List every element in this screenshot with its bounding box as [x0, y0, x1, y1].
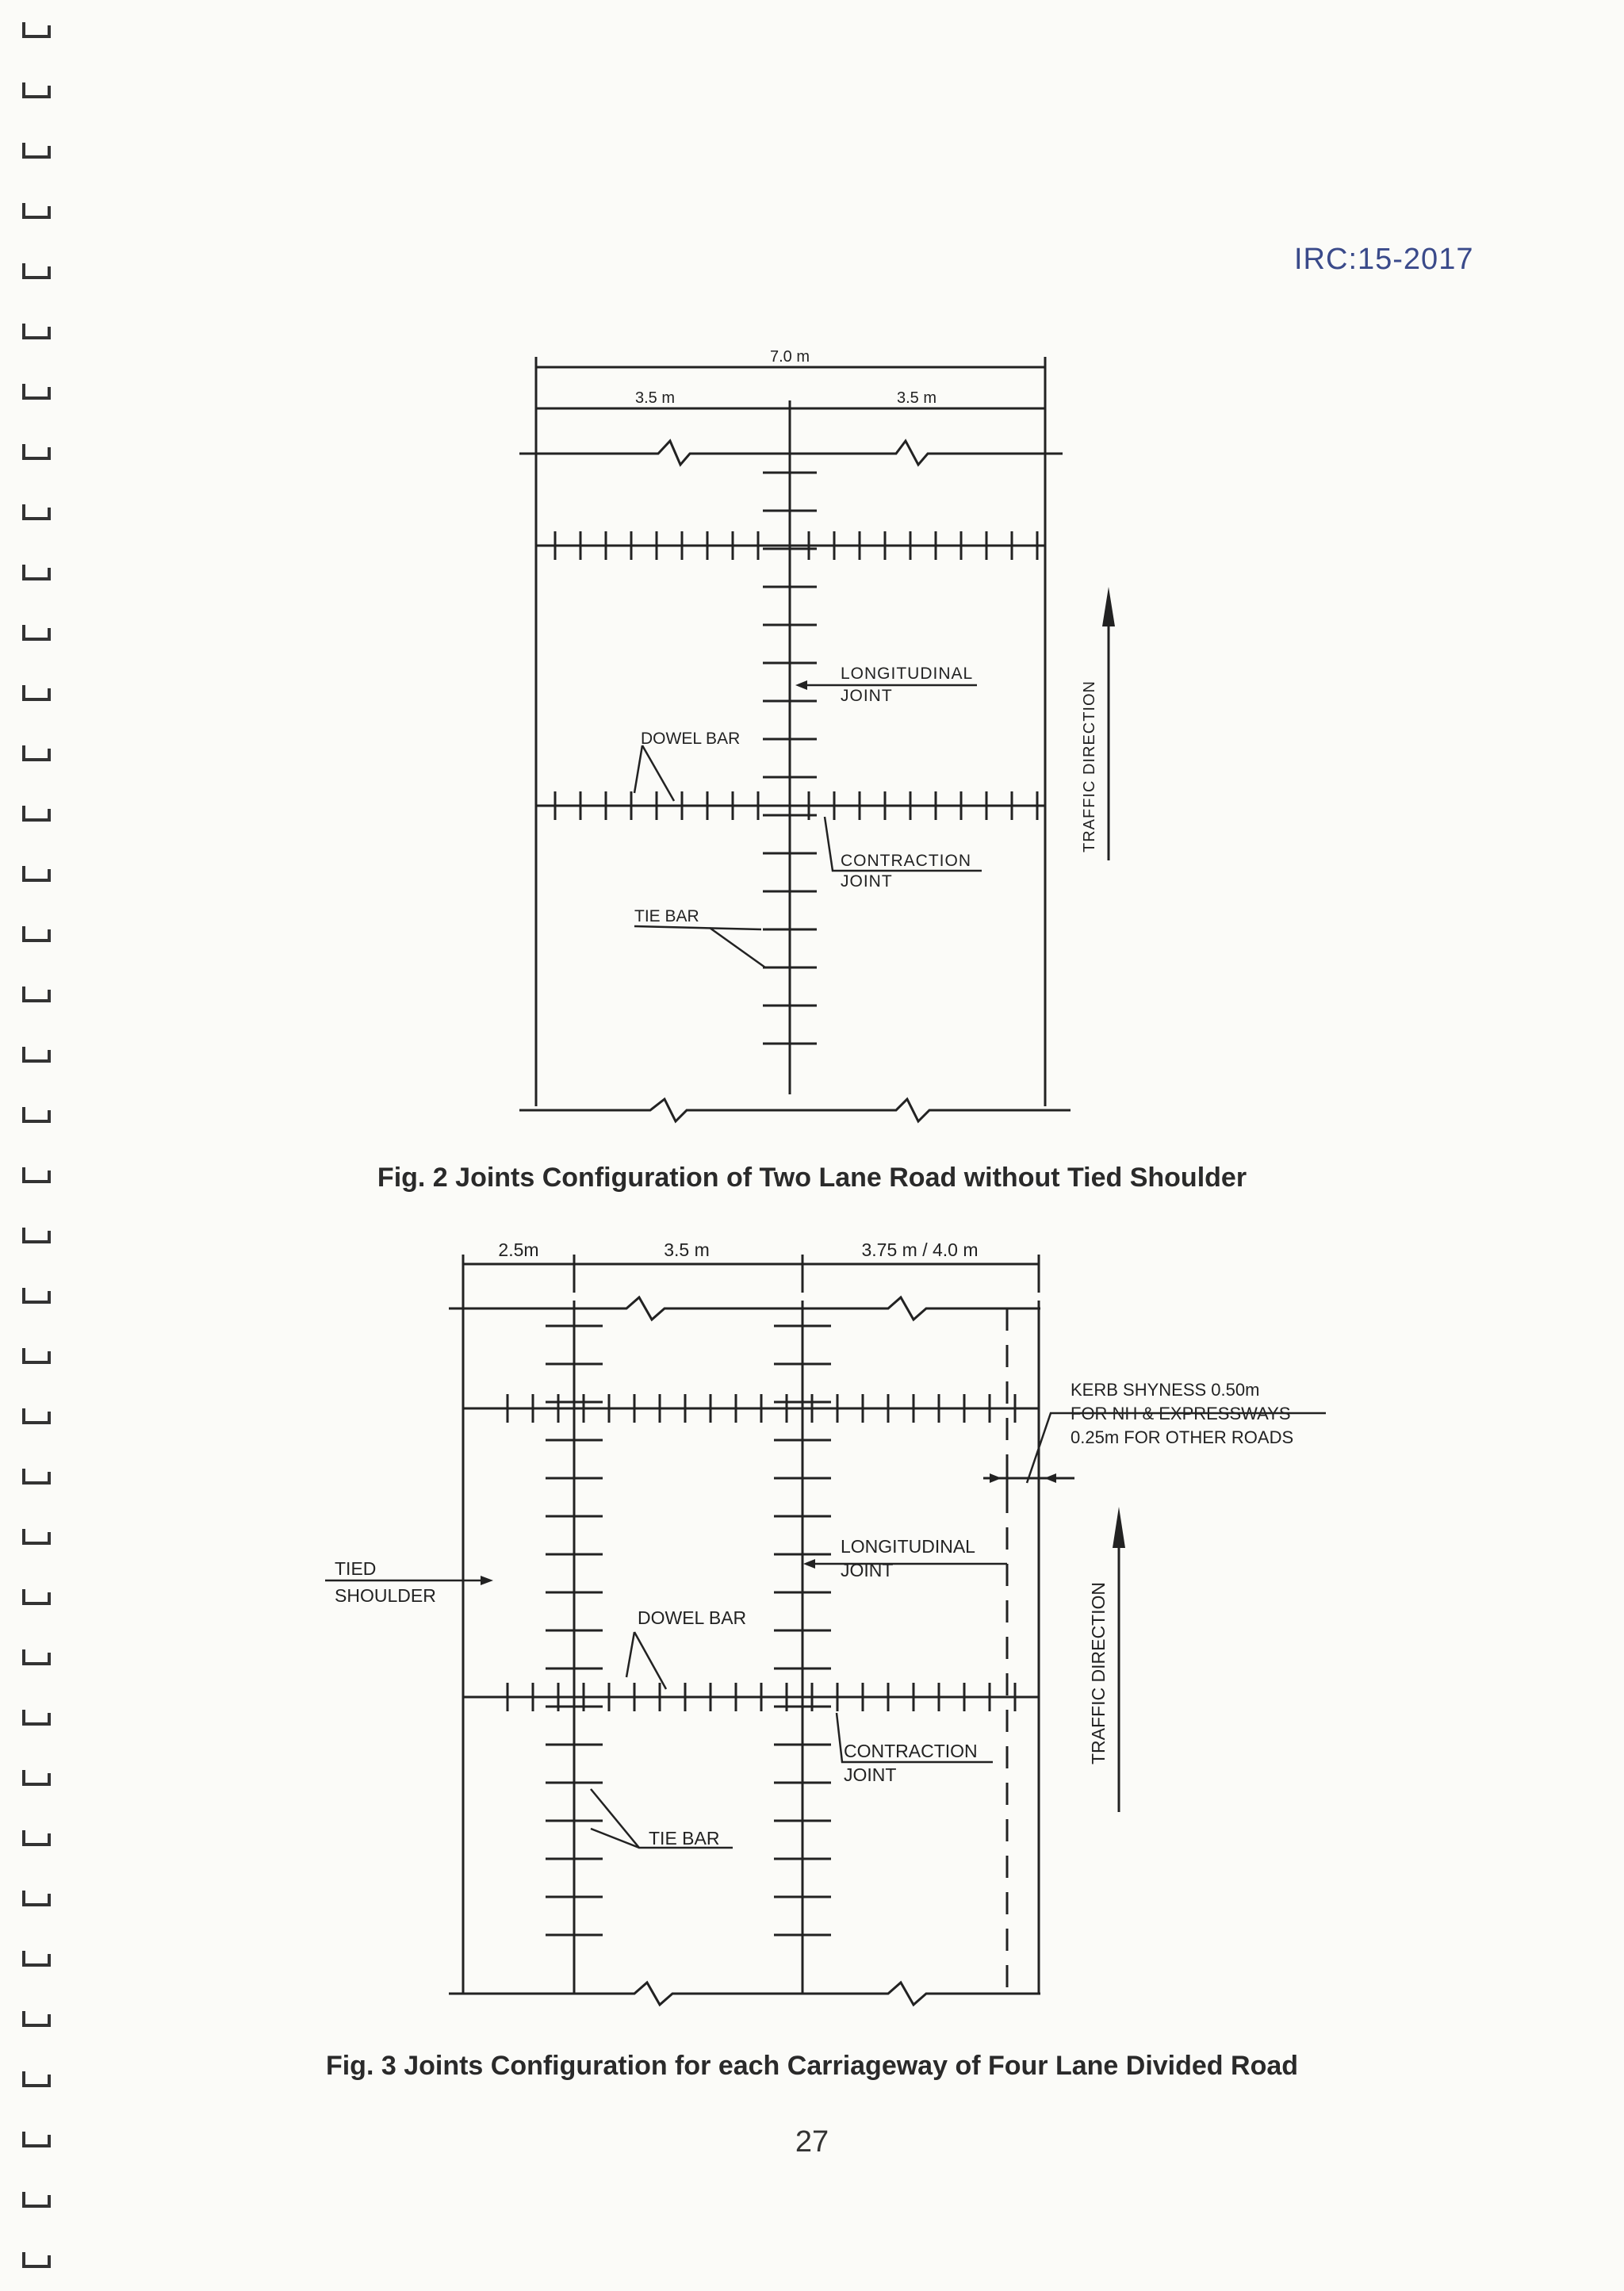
label-dowel-bar: DOWEL BAR: [641, 730, 741, 748]
label-tied-shoulder-line1: TIED: [335, 1558, 377, 1579]
dimension-shoulder: 2.5m: [498, 1239, 539, 1260]
label-tied-shoulder-line2: SHOULDER: [335, 1585, 436, 1606]
label-traffic-direction-fig3: TRAFFIC DIRECTION: [1088, 1582, 1109, 1764]
label-traffic-direction: TRAFFIC DIRECTION: [1081, 680, 1098, 852]
figure-2-diagram: [0, 341, 1624, 1134]
label-longitudinal-joint-fig3-line1: LONGITUDINAL: [841, 1536, 975, 1557]
break-line-bottom: [519, 1099, 1071, 1121]
break-line-bottom-fig3: [449, 1983, 1040, 2005]
figure-2-caption: Fig. 2 Joints Configuration of Two Lane Road without Tied Shoulder: [377, 1163, 1247, 1193]
binding-mark: [24, 143, 49, 157]
label-tie-bar-fig3: TIE BAR: [649, 1828, 720, 1849]
dimension-lane-2: 3.75 m / 4.0 m: [861, 1239, 979, 1260]
label-longitudinal-joint-line2: JOINT: [841, 687, 893, 705]
label-kerb-shyness-line1: KERB SHYNESS 0.50m: [1071, 1380, 1260, 1400]
binding-mark: [24, 203, 49, 217]
figure-3-caption: Fig. 3 Joints Configuration for each Carriageway of Four Lane Divided Road: [325, 2051, 1299, 2081]
document-code: IRC:15-2017: [1294, 243, 1474, 276]
label-kerb-shyness-line3: 0.25m FOR OTHER ROADS: [1071, 1427, 1294, 1447]
label-contraction-joint-line2: JOINT: [841, 872, 893, 891]
label-tie-bar: TIE BAR: [634, 907, 699, 925]
dimension-lane-right: 3.5 m: [896, 389, 937, 407]
label-contraction-joint-line1: CONTRACTION: [841, 852, 971, 870]
dimension-total: 7.0 m: [769, 348, 810, 366]
binding-mark: [24, 263, 49, 278]
label-contraction-joint-fig3-line2: JOINT: [844, 1764, 897, 1785]
traffic-arrow-head-fig3: [1113, 1507, 1125, 1548]
figure-3-diagram: [0, 1229, 1624, 2022]
page-number: 27: [795, 2125, 829, 2159]
binding-mark: [24, 2192, 49, 2206]
label-contraction-joint-fig3-line1: CONTRACTION: [844, 1741, 978, 1761]
traffic-arrow-head: [1102, 587, 1115, 626]
break-line-top-fig3: [449, 1297, 1040, 1320]
binding-mark: [24, 2252, 49, 2266]
binding-mark: [24, 22, 49, 36]
binding-mark: [24, 82, 49, 97]
label-dowel-bar-fig3: DOWEL BAR: [638, 1607, 747, 1628]
label-longitudinal-joint-fig3-line2: JOINT: [841, 1560, 894, 1580]
dimension-lane-left: 3.5 m: [634, 389, 676, 407]
dimension-lane-1: 3.5 m: [664, 1239, 710, 1260]
binding-mark: [24, 324, 49, 338]
label-longitudinal-joint-line1: LONGITUDINAL: [841, 665, 974, 683]
label-kerb-shyness-line2: FOR NH & EXPRESSWAYS: [1071, 1404, 1291, 1423]
